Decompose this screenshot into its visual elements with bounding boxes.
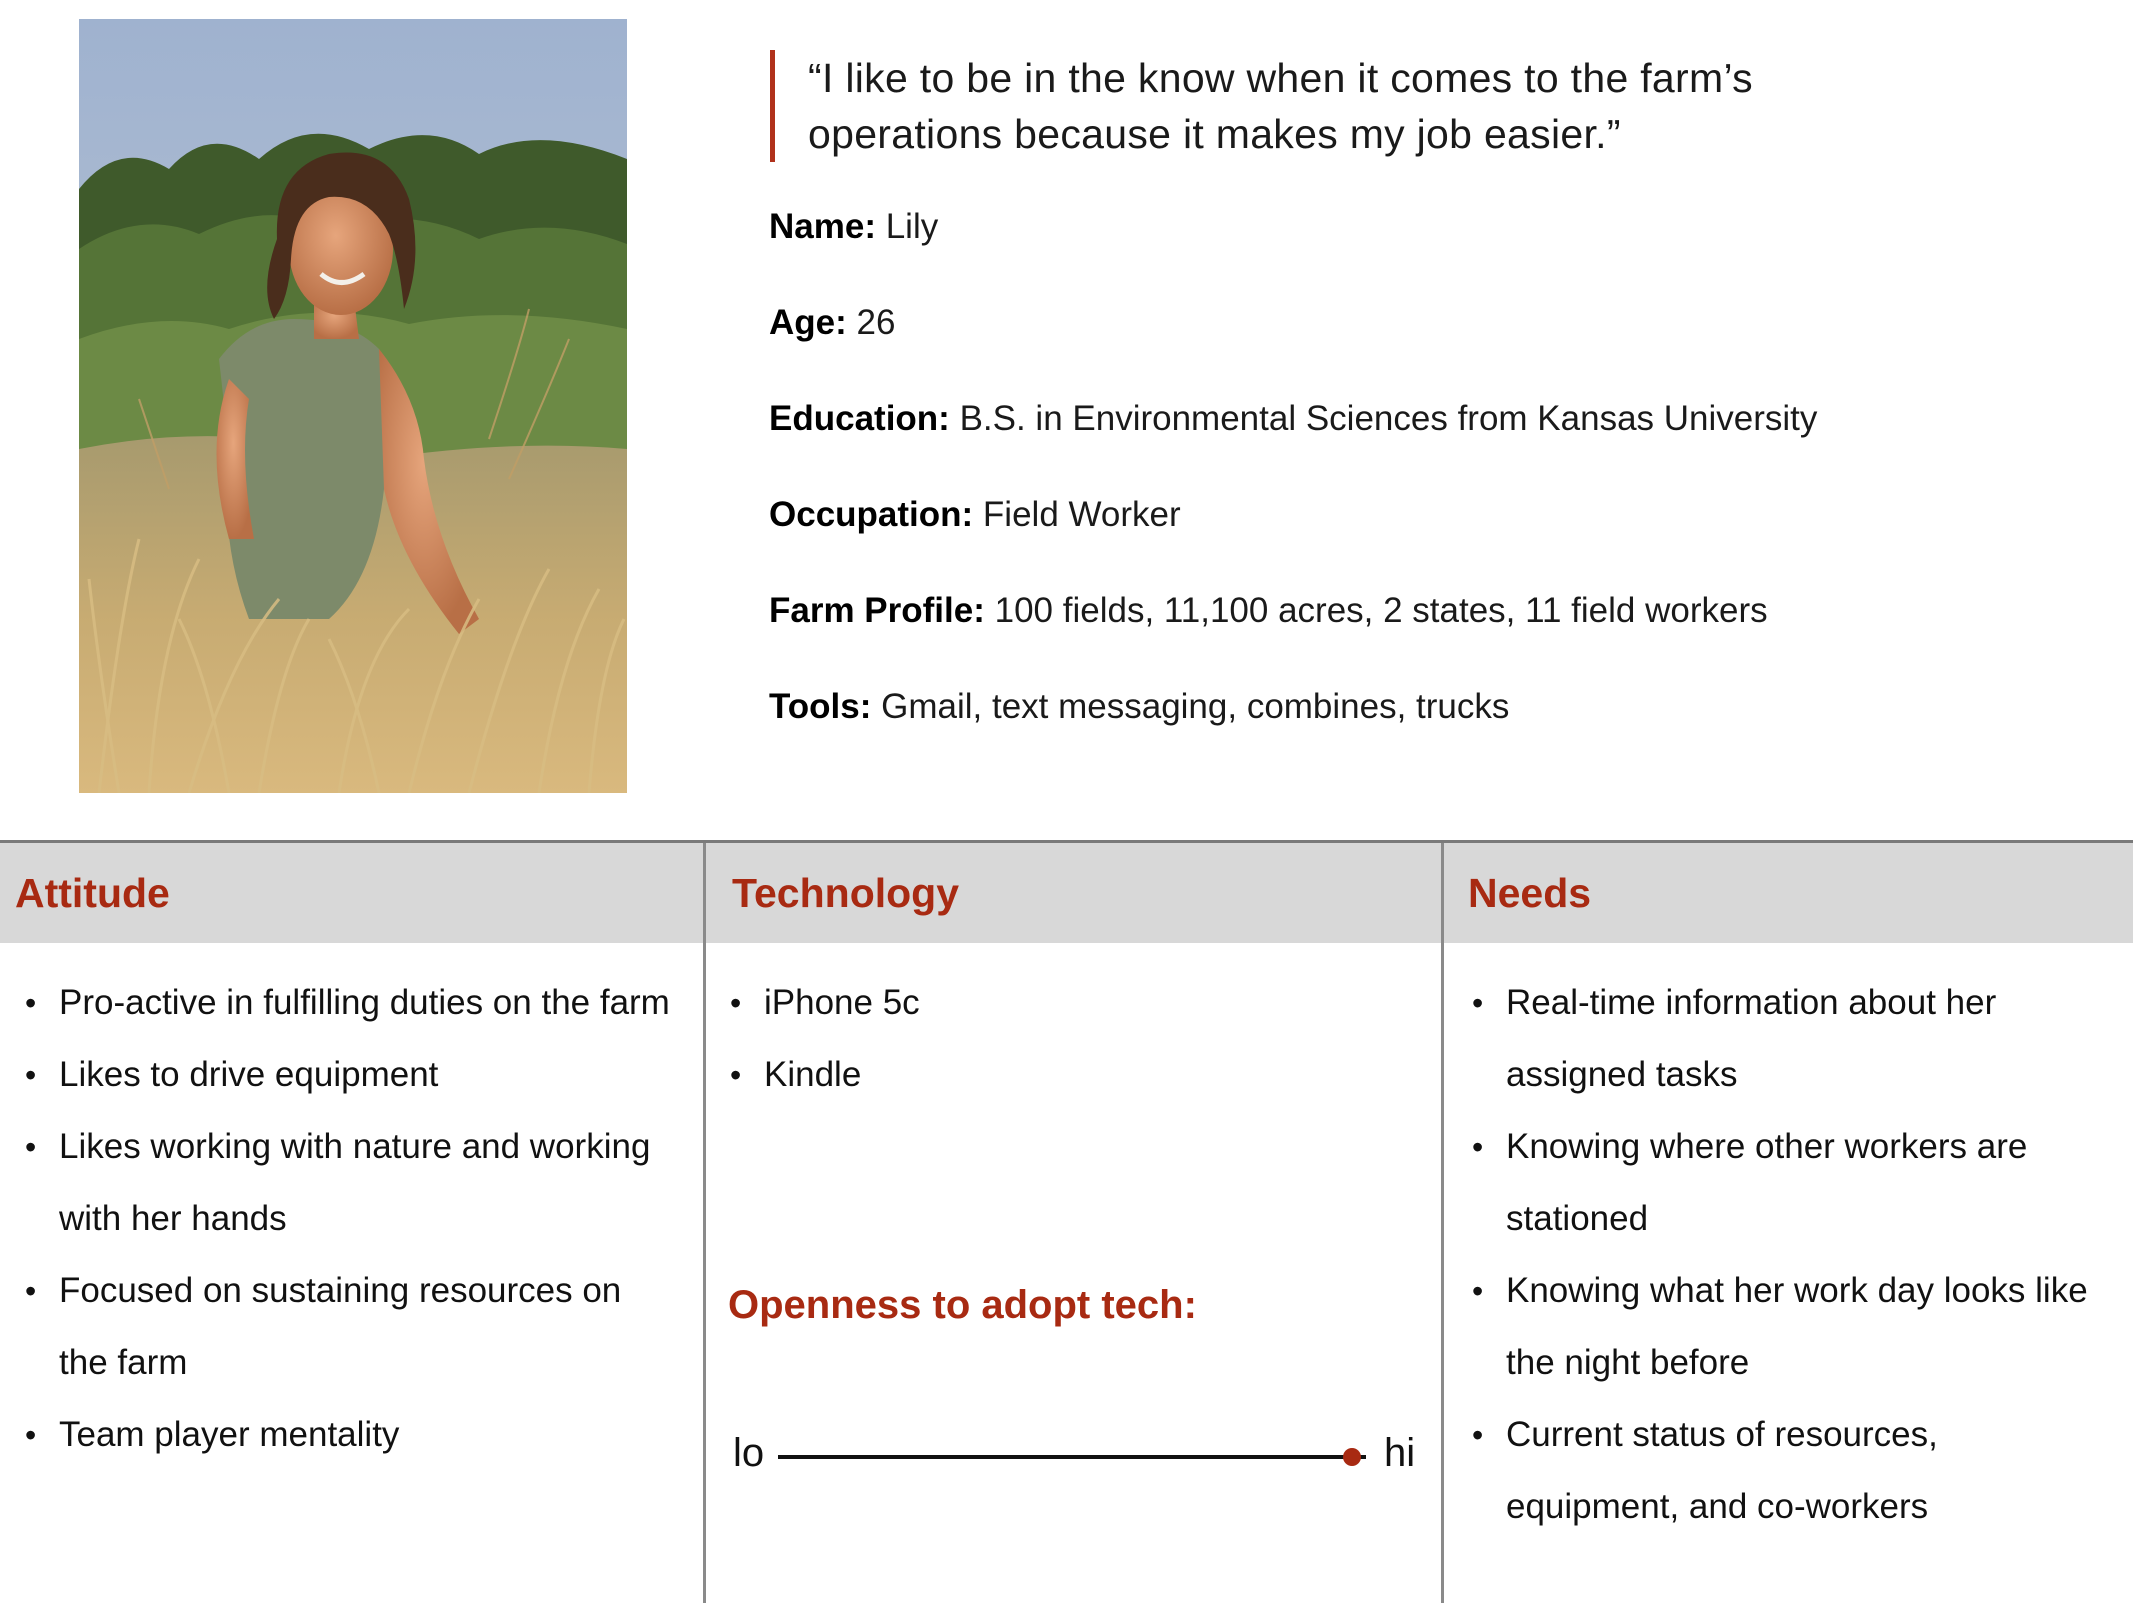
bullet-icon: • <box>730 1057 742 1093</box>
needs-list <box>1472 967 2106 1543</box>
field-label: Age: <box>769 303 847 342</box>
field-value: Lily <box>885 207 939 246</box>
list-item: • iPhone 5c <box>764 967 1384 1039</box>
field-value: Field Worker <box>982 495 1181 534</box>
profile-fields <box>769 202 2069 778</box>
technology-header: Technology <box>706 843 1441 943</box>
bullet-icon: • <box>1472 1129 1484 1165</box>
profile-tools <box>769 682 2069 778</box>
field-value: 100 fields, 11,100 acres, 2 states, 11 field workers <box>994 591 1768 630</box>
field-label: Education: <box>769 399 950 438</box>
profile-occupation <box>769 490 2069 586</box>
persona-photo <box>79 19 627 793</box>
list-item: • Pro-active in fulfilling duties on the farm <box>59 967 679 1039</box>
list-item: • Real-time information about her assigned tasks <box>1506 967 2106 1111</box>
profile-age <box>769 298 2069 394</box>
scale-low-label: lo <box>733 1431 765 1475</box>
field-value: 26 <box>856 303 896 342</box>
bullet-icon: • <box>1472 1273 1484 1309</box>
field-value: B.S. in Environmental Sciences from Kansas University <box>959 399 1818 438</box>
bullet-icon: • <box>1472 985 1484 1021</box>
technology-column <box>706 843 1441 1603</box>
openness-scale <box>726 1428 1426 1488</box>
bullet-icon: • <box>25 1273 37 1309</box>
list-item: • Focused on sustaining resources on the farm <box>59 1255 679 1399</box>
list-item: • Knowing what her work day looks like the night before <box>1506 1255 2106 1399</box>
list-item: • Likes to drive equipment <box>59 1039 679 1111</box>
persona-quote: “I like to be in the know when it comes to the farm’s operations because it makes my job easier.” <box>770 50 1908 162</box>
needs-header: Needs <box>1444 843 2133 943</box>
list-item: • Likes working with nature and working with her hands <box>59 1111 679 1255</box>
field-label: Tools: <box>769 687 872 726</box>
attitude-column <box>0 843 703 1603</box>
bullet-icon: • <box>1472 1417 1484 1453</box>
openness-title: Openness to adopt tech: <box>728 1283 1197 1327</box>
scale-marker <box>1343 1448 1361 1466</box>
persona-table <box>0 840 2133 1603</box>
needs-column <box>1444 843 2133 1603</box>
attitude-header: Attitude <box>0 843 703 943</box>
list-item: • Team player mentality <box>59 1399 679 1471</box>
attitude-list <box>25 967 679 1471</box>
bullet-icon: • <box>25 985 37 1021</box>
scale-high-label: hi <box>1384 1431 1416 1475</box>
profile-education <box>769 394 2069 490</box>
field-label: Occupation: <box>769 495 974 534</box>
technology-list <box>730 967 1384 1111</box>
list-item: • Kindle <box>764 1039 1384 1111</box>
profile-farm <box>769 586 2069 682</box>
list-item: • Current status of resources, equipment, and co-workers <box>1506 1399 2106 1543</box>
field-label: Name: <box>769 207 876 246</box>
field-value: Gmail, text messaging, combines, trucks <box>881 687 1510 726</box>
bullet-icon: • <box>25 1417 37 1453</box>
scale-track <box>778 1455 1358 1459</box>
bullet-icon: • <box>730 985 742 1021</box>
profile-name <box>769 202 2069 298</box>
list-item: • Knowing where other workers are stationed <box>1506 1111 2106 1255</box>
field-label: Farm Profile: <box>769 591 985 630</box>
bullet-icon: • <box>25 1129 37 1165</box>
bullet-icon: • <box>25 1057 37 1093</box>
